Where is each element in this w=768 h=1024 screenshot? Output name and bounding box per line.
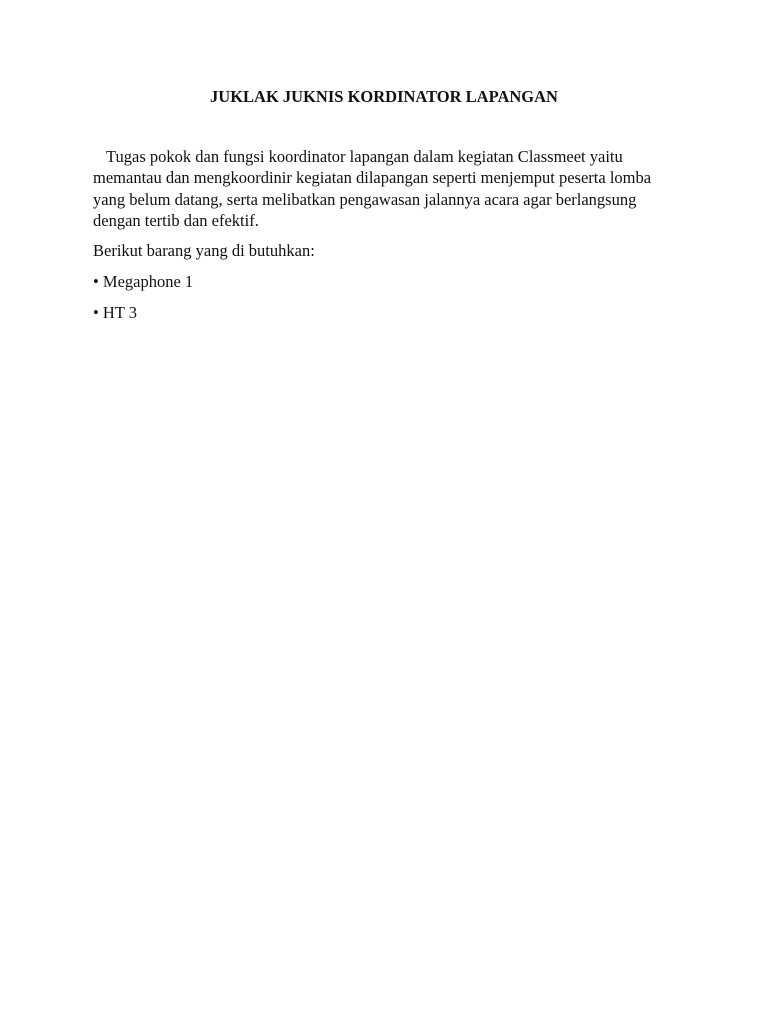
intro-paragraph: Tugas pokok dan fungsi koordinator lapangan dalam kegiatan Classmeet yaitu memantau dan mengkoordinir kegiatan dilapangan seperti menjemput peserta lomba yang belum datang, serta melibatkan pengawasan jalannya acara agar berlangsung dengan tertib dan efektif. — [93, 147, 652, 230]
needs-heading: Berikut barang yang di butuhkan: — [93, 241, 315, 261]
needs-list — [93, 271, 683, 323]
list-item-megaphone: • Megaphone 1 — [93, 272, 194, 292]
document-body — [93, 146, 683, 333]
list-item-ht: • HT 3 — [93, 303, 137, 323]
document-title: JUKLAK JUKNIS KORDINATOR LAPANGAN — [210, 87, 558, 106]
